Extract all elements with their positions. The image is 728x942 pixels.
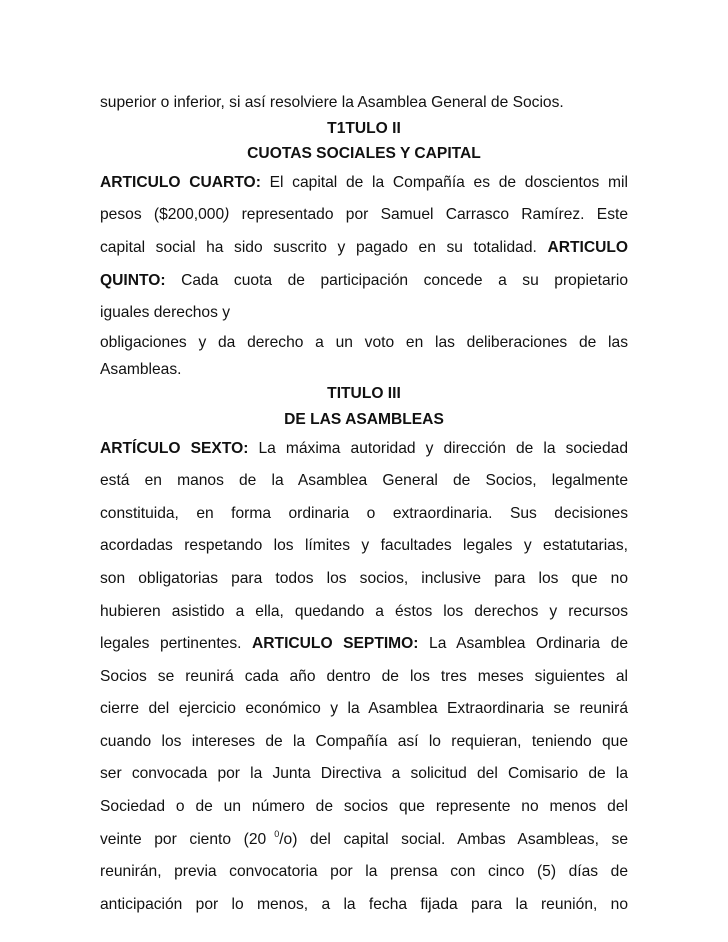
text-line (100, 596, 628, 629)
paragraph-text: cierre del ejercicio económico y la Asamblea Extraordinaria se reunirá (100, 700, 628, 718)
paragraph-text: ser convocada por la Junta Directiva a solicitud del Comisario de la (100, 765, 628, 783)
paragraph-text: superior o inferior, si así resolviere la Asamblea General de Socios. (100, 94, 564, 111)
paragraph-text: acordadas respetando los límites y facultades legales y estatutarias, (100, 537, 628, 555)
paragraph-text: iguales derechos y (100, 304, 231, 322)
paragraph-text: representado por Samuel Carrasco Ramírez. Este (229, 206, 628, 224)
text-line (100, 498, 628, 531)
paragraph-text: son obligatorias para todos los socios, inclusive para los que no (100, 569, 628, 587)
text-line (100, 167, 628, 200)
paragraph-text: El capital de la Compañía es de doscientos mil (260, 173, 628, 191)
text-line (100, 628, 628, 661)
text-line (100, 90, 628, 116)
text-line (100, 355, 628, 381)
superscript: 0 (274, 829, 280, 840)
text-line (100, 856, 628, 889)
title-number: T1TULO II (327, 119, 401, 137)
text-line (100, 330, 628, 356)
text-line (100, 199, 628, 232)
section-subtitle (100, 407, 628, 433)
paragraph-text: Socios se reunirá cada año dentro de los tres meses siguientes al (100, 667, 628, 685)
paragraph-text: veinte por ciento (20 (100, 830, 267, 848)
text-line (100, 232, 628, 265)
paragraph-text: La Asamblea Ordinaria de (418, 635, 629, 653)
text-line (100, 465, 628, 498)
paragraph-text: Asambleas. (100, 361, 182, 379)
paragraph-text: reunirán, previa convocatoria por la prensa con cinco (5) días de (100, 863, 628, 881)
title-number: TITULO III (327, 385, 401, 403)
paragraph-text: cuando los intereses de la Compañía así lo requieran, teniendo que (100, 732, 628, 750)
section-title (100, 381, 628, 407)
article-label: ARTICULO CUARTO: (100, 173, 261, 191)
paragraph-text: pesos ($200,000 (100, 206, 225, 224)
text-line (100, 726, 628, 759)
article-label: ARTÍCULO SEXTO: (100, 439, 249, 457)
paragraph-text: legales pertinentes. (100, 635, 253, 653)
paragraph-text: anticipación por lo menos, a la fecha fijada para la reunión, no (100, 895, 628, 913)
article-label: QUINTO: (100, 271, 166, 289)
paragraph-text: constituida, en forma ordinaria o extraordinaria. Sus decisiones (100, 504, 628, 522)
article-label: ARTICULO SEPTIMO: (252, 635, 419, 653)
text-line (100, 433, 628, 466)
text-line (100, 824, 628, 857)
text-line (100, 889, 628, 922)
paragraph-text: obligaciones y da derecho a un voto en las deliberaciones de las (100, 333, 628, 351)
text-line (100, 563, 628, 596)
paragraph-text: /o) del capital social. Ambas Asambleas, se (279, 830, 629, 848)
text-line (100, 265, 628, 298)
title-name: DE LAS ASAMBLEAS (284, 410, 444, 428)
paragraph-text: Sociedad o de un número de socios que represente no menos del (100, 798, 628, 816)
paragraph-text: está en manos de la Asamblea General de Socios, legalmente (100, 472, 628, 490)
text-line (100, 693, 628, 726)
text-line (100, 530, 628, 563)
title-name: CUOTAS SOCIALES Y CAPITAL (247, 145, 481, 163)
paragraph-text: La máxima autoridad y dirección de la sociedad (248, 439, 628, 457)
text-line (100, 661, 628, 694)
paragraph-text: capital social ha sido suscrito y pagado en su totalidad. (100, 238, 548, 256)
article-label: ARTICULO (547, 238, 628, 256)
paragraph-text: ) (224, 206, 230, 224)
text-line (100, 791, 628, 824)
document-page (100, 90, 628, 921)
text-line (100, 758, 628, 791)
section-subtitle (100, 141, 628, 167)
section-title (100, 116, 628, 142)
paragraph-text: Cada cuota de participación concede a su propietario (165, 271, 628, 289)
paragraph-text: hubieren asistido a ella, quedando a éstos los derechos y recursos (100, 602, 628, 620)
text-line (100, 297, 628, 330)
